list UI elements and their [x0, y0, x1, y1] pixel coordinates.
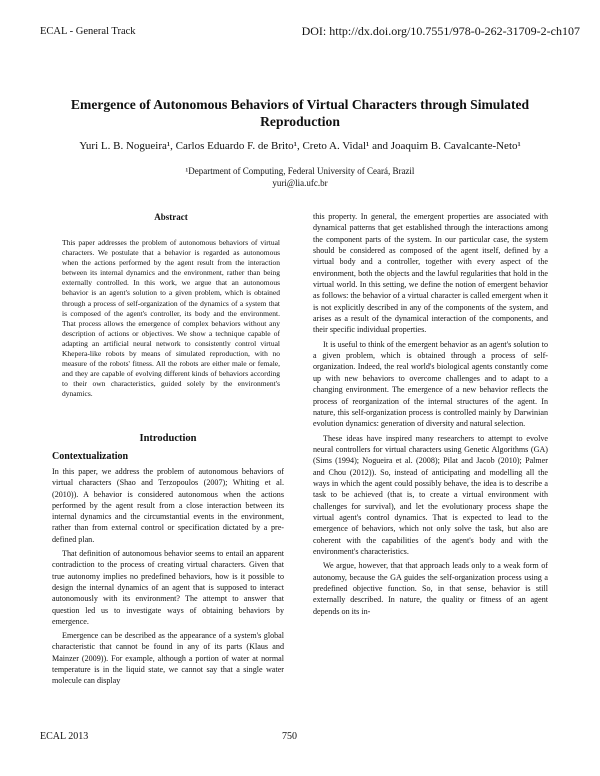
author-email[interactable]: yuri@lia.ufc.br — [272, 178, 328, 188]
right-paragraph-1: this property. In general, the emergent properties are associated with dynamical patterns that get established through the interactions among the component parts of the system. In our particular case, the system should be considered as composed of the agent itself, defined by a virtual body and a controller, together with every aspect of the environment, both the objects and the lawful regularities that hold in the virtual world. In this setting, we define the notion of emergent behavior as follows: the behavior of a virtual character is called emergent when it is not explicitly described in any of the components of the system, and arises as a result of the dynamical interaction of the components, and their specific individual properties. — [313, 212, 548, 335]
intro-paragraph-1: In this paper, we address the problem of autonomous behaviors of virtual characters (Shao and Terzopoulos (2007); Whiting et al. (2010)). A behavior is considered autonomous when the actions performed by the agent result from a close interaction between its internal dynamics and the circumstantial events in the environment, rather than from external control or specification dictated by a pre-defined plan. — [52, 467, 284, 544]
affiliation-block — [20, 165, 580, 189]
intro-paragraph-2: That definition of autonomous behavior seems to entail an apparent contradiction to the process of creating virtual characters. Given that true autonomy implies no predefined behaviors, how is it possible to design the internal dynamics of an agent that is supposed to interact autonomously with its environment? The attempt to answer that question led us to investigate ways of obtaining behaviors by emergence. — [52, 549, 284, 626]
abstract-text: This paper addresses the problem of autonomous behaviors of virtual characters. We postulate that a behavior is regarded as autonomous when the actions performed by the agent result from the interaction between its internal dynamics and the environment, rather than being externally controlled. In this work, we argue that an autonomous behavior is an agent's solution to a given problem, which is obtained through a process of self-organization of the dynamics of a system that is composed of the agent's controller, its body and the environment. That process allows the emergence of complex behaviors without any description of actions or objectives. We show a technique capable of adapting an artificial neural network to consistently control virtual Khepera-like robots by means of simulated reproduction, with no measure of the robots' fitness. All the robots are either male or female, and they are capable of evolving different kinds of behaviors according to their own characteristics, guided solely by the environment's dynamics. — [62, 238, 280, 399]
paper-title: Emergence of Autonomous Behaviors of Virtual Characters through Simulated Reproduction — [70, 97, 530, 129]
affiliation: ¹Department of Computing, Federal University of Ceará, Brazil — [185, 166, 415, 176]
contextualization-subheading: Contextualization — [52, 451, 129, 462]
page-number: 750 — [282, 731, 297, 742]
doi-link[interactable]: DOI: http://dx.doi.org/10.7551/978-0-262-31709-2-ch107 — [301, 24, 580, 38]
footer-conference: ECAL 2013 — [40, 731, 89, 742]
running-header-track: ECAL - General Track — [40, 26, 136, 37]
abstract-heading: Abstract — [154, 212, 188, 222]
left-column-body — [52, 466, 284, 690]
introduction-heading: Introduction — [139, 433, 197, 444]
author-list: Yuri L. B. Nogueira¹, Carlos Eduardo F. de Brito¹, Creto A. Vidal¹ and Joaquim B. Cavalcante-Neto¹ — [79, 140, 521, 152]
right-paragraph-3: These ideas have inspired many researchers to attempt to evolve neural controllers for virtual characters using Genetic Algorithms (GA) (Sims (1994); Nogueira et al. (2008); Pilat and Jacob (2010); Palmer and Chou (2012)). So, instead of anticipating and modelling all the ways in which the agent could possibly behave, the idea is to describe a task to be achieved (that is, to create a virtual environment with challenges for survival), and let the evolutionary process shape the virtual agent's control dynamics. That is expected to lead to the emergence of behaviors, which not only solve the task, but also are coherent with the capabilities of the agent's body and with the environment's characteristics. — [313, 433, 548, 556]
intro-paragraph-3: Emergence can be described as the appearance of a system's global characteristic that cannot be found in any of its parts (Klaus and Mainzer (2009)). For example, although a portion of water at normal temperature is in the liquid state, we cannot say that a single water molecule can display — [52, 631, 284, 686]
right-column-body — [313, 211, 548, 620]
right-paragraph-4: We argue, however, that that approach leads only to a weak form of autonomy, because the GA guides the self-organization process using a predefined objective function. So, in that sense, behavior is still externally described. In nature, the quality or fitness of an agent depends on its in- — [313, 561, 548, 616]
right-paragraph-2: It is useful to think of the emergent behavior as an agent's solution to a given problem, which is obtained through a process of self-organization. Indeed, the real world's biological agents constantly come up with new behaviors to overcome challenges and to adapt to a changing environment. The emergence of a new behavior reflects the process of reorganization of the internal structures of the agent. In nature, this self-organization process is controlled mainly by Darwinian evolution dynamics: generation of diversity and natural selection. — [313, 339, 548, 429]
